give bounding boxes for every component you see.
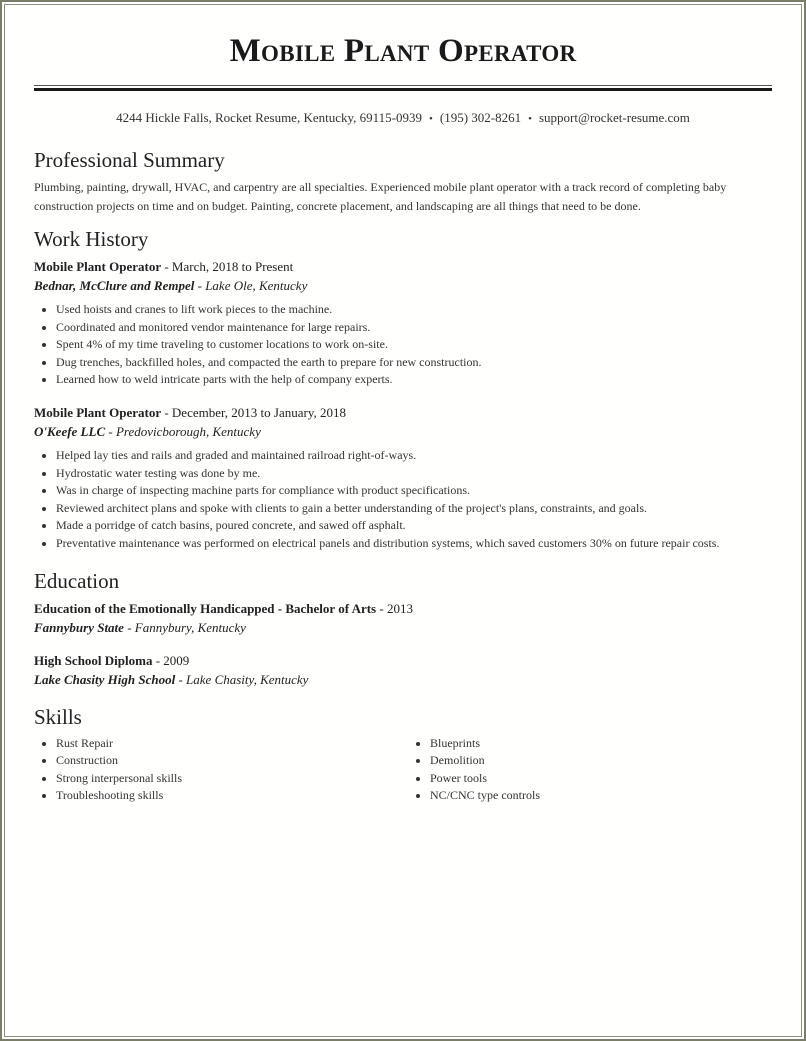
- job-title: Mobile Plant Operator: [34, 259, 162, 274]
- skill-item: Strong interpersonal skills: [34, 770, 408, 788]
- contact-line: [0, 109, 806, 128]
- work-history-section: [34, 225, 774, 553]
- education-school: Fannybury State: [34, 619, 124, 635]
- contact-separator: •: [429, 113, 433, 125]
- resume-content: [34, 146, 774, 815]
- job-bullet: Reviewed architect plans and spoke with clients to gain a better understanding of the project's plans, constraints, and goals.: [34, 500, 774, 518]
- education-school: Lake Chasity High School: [34, 671, 176, 687]
- job-bullet: Made a porridge of catch basins, poured concrete, and sawed off asphalt.: [34, 517, 774, 535]
- job-bullet: Dug trenches, backfilled holes, and compacted the earth to prepare for new construction.: [34, 354, 774, 372]
- job-company: O'Keefe LLC: [34, 423, 106, 439]
- job-bullet: Helped lay ties and rails and graded and maintained railroad right-of-ways.: [34, 447, 774, 465]
- job-bullet: Was in charge of inspecting machine parts for compliance with product specifications.: [34, 482, 774, 500]
- education-degree-line: [34, 651, 774, 670]
- summary-section: [34, 146, 774, 215]
- contact-address: 4244 Hickle Falls, Rocket Resume, Kentucky, 69115-0939: [116, 110, 422, 125]
- education-school-line: [34, 618, 774, 637]
- job-dates: - March, 2018 to Present: [161, 259, 294, 274]
- skill-item: Troubleshooting skills: [34, 787, 408, 805]
- skill-item: NC/CNC type controls: [408, 787, 774, 805]
- section-heading-education: Education: [34, 568, 120, 593]
- job-bullet: Preventative maintenance was performed on electrical panels and distribution systems, which saved customers 30% on future repair costs.: [34, 535, 774, 553]
- education-year: - 2013: [376, 600, 413, 616]
- job-bullet: Learned how to weld intricate parts with the help of company experts.: [34, 371, 774, 389]
- education-school-line: [34, 670, 774, 689]
- contact-phone: (195) 302-8261: [439, 110, 522, 125]
- job-title-line: [34, 403, 774, 422]
- job-bullet-list: [34, 301, 774, 389]
- job-entry: [34, 403, 774, 553]
- job-dates: - December, 2013 to January, 2018: [161, 404, 347, 420]
- summary-text: Plumbing, painting, drywall, HVAC, and carpentry are all specialties. Experienced mobile plant operator with a track record of completing baby construction projects on time and on budget. Painting, concrete placement, and landscaping are all things that need to be done.: [34, 180, 727, 213]
- education-location: - Lake Chasity, Kentucky: [175, 671, 309, 687]
- section-heading-skills: Skills: [34, 704, 82, 729]
- job-entry: [34, 257, 774, 389]
- education-location: - Fannybury, Kentucky: [123, 619, 246, 635]
- job-title-line: [34, 257, 774, 276]
- education-entry: [34, 599, 774, 637]
- skill-item: Demolition: [408, 752, 774, 770]
- education-year: - 2009: [152, 652, 190, 668]
- skill-item: Construction: [34, 752, 408, 770]
- education-degree: High School Diploma: [34, 652, 153, 668]
- resume-title: Mobile Plant Operator: [229, 33, 577, 69]
- job-bullet-list: [34, 447, 774, 553]
- job-location: - Predovicborough, Kentucky: [105, 423, 261, 439]
- skill-item: Power tools: [408, 770, 774, 788]
- job-company-line: [34, 276, 774, 295]
- skills-column-left: [34, 735, 408, 805]
- skills-column-right: [408, 735, 774, 805]
- education-degree-line: [34, 599, 774, 618]
- contact-separator: •: [528, 113, 532, 125]
- job-company-line: [34, 422, 774, 441]
- job-bullet: Coordinated and monitored vendor maintenance for large repairs.: [34, 319, 774, 337]
- title-rule-thick: [34, 88, 772, 91]
- job-bullet: Used hoists and cranes to lift work pieces to the machine.: [34, 301, 774, 319]
- contact-email: support@rocket-resume.com: [538, 110, 690, 125]
- skill-item: Rust Repair: [34, 735, 408, 753]
- job-title: Mobile Plant Operator: [34, 404, 162, 420]
- education-section: [34, 567, 774, 689]
- education-entry: [34, 651, 774, 689]
- job-bullet: Spent 4% of my time traveling to customer locations to work on-site.: [34, 336, 774, 354]
- job-company: Bednar, McClure and Rempel: [34, 278, 195, 293]
- skills-section: [34, 703, 774, 805]
- title-rule-thin: [34, 85, 772, 86]
- job-bullet: Hydrostatic water testing was done by me.: [34, 465, 774, 483]
- skill-item: Blueprints: [408, 735, 774, 753]
- section-heading-work-history: Work History: [34, 227, 149, 251]
- skills-grid: [34, 735, 774, 805]
- education-degree: Education of the Emotionally Handicapped - Bachelor of Arts: [34, 600, 377, 616]
- section-heading-summary: Professional Summary: [34, 148, 225, 172]
- job-location: - Lake Ole, Kentucky: [194, 278, 308, 293]
